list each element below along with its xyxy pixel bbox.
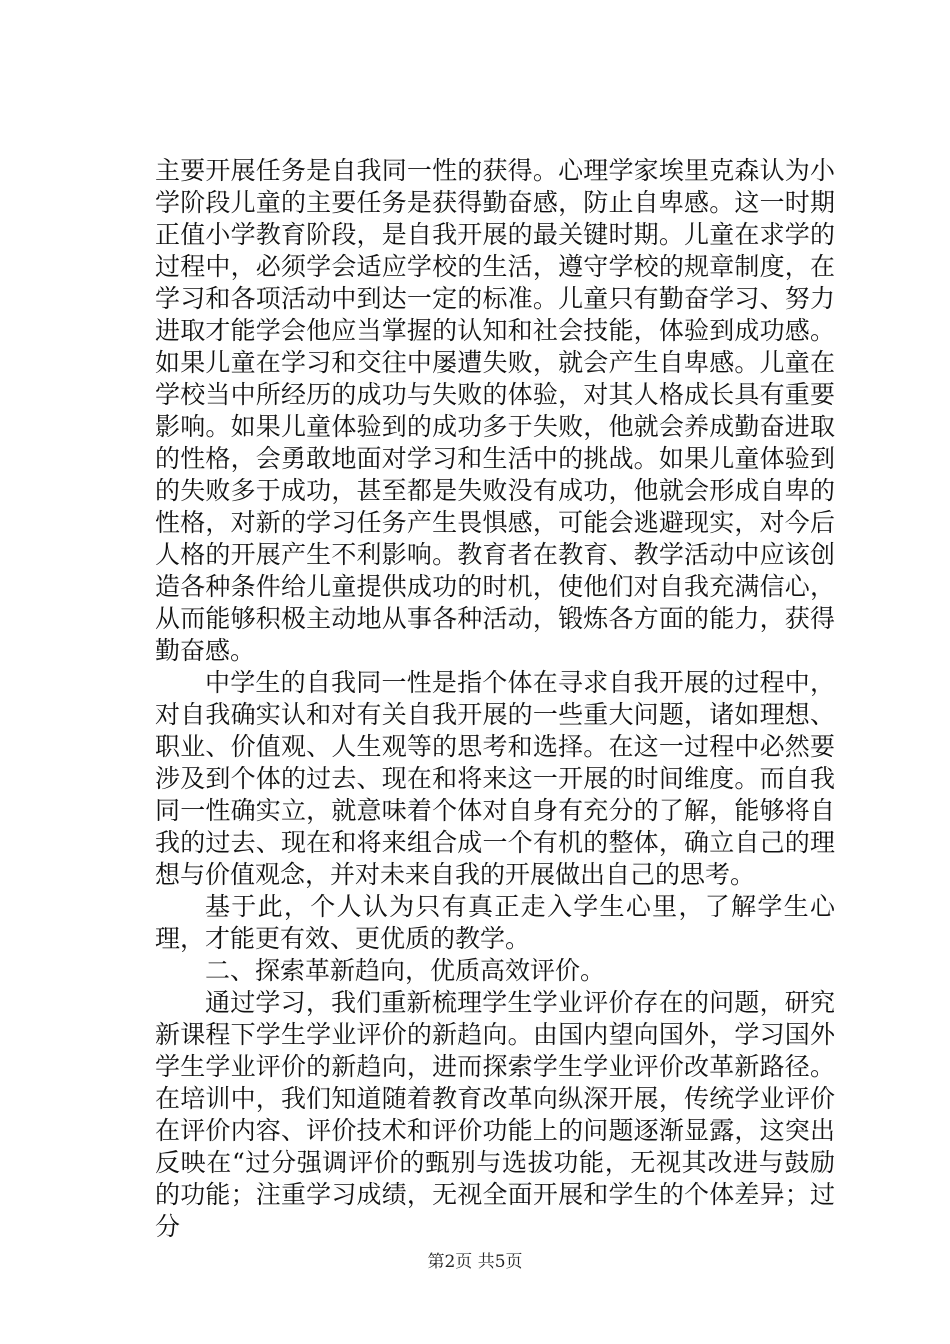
section-heading: 二、探索革新趋向，优质高效评价。 [205, 956, 606, 985]
paragraph-2: 中学生的自我同一性是指个体在寻求自我开展的过程中，对自我确实认和对有关自我开展的一些重大问题，诸如理想、职业、价值观、人生观等的思考和选择。在这一过程中必然要涉及到个体的过去、现在和将来这一开展的时间维度。而自我同一性确实立，就意味着个体对自身有充分的了解，能够将自我的过去、现在和将来组合成一个有机的整体，确立自己的理想与价值观念，并对未来自我的开展做出自己的思考。 [155, 668, 835, 889]
paragraph-1: 主要开展任务是自我同一性的获得。心理学家埃里克森认为小学阶段儿童的主要任务是获得勤奋感，防止自卑感。这一时期正值小学教育阶段，是自我开展的最关键时期。儿童在求学的过程中，必须学会适应学校的生活，遵守学校的规章制度，在学习和各项活动中到达一定的标准。儿童只有勤奋学习、努力进取才能学会他应当掌握的认知和社会技能，体验到成功感。如果儿童在学习和交往中屡遭失败，就会产生自卑感。儿童在学校当中所经历的成功与失败的体验，对其人格成长具有重要影响。如果儿童体验到的成功多于失败，他就会养成勤奋进取的性格，会勇敢地面对学习和生活中的挑战。如果儿童体验到的失败多于成功，甚至都是失败没有成功，他就会形成自卑的性格，对新的学习任务产生畏惧感，可能会逃避现实，对今后人格的开展产生不利影响。教育者在教育、教学活动中应该创造各种条件给儿童提供成功的时机，使他们对自我充满信心，从而能够积极主动地从事各种活动，锻炼各方面的能力，获得勤奋感。 [155, 156, 835, 665]
paragraph-5: 通过学习，我们重新梳理学生学业评价存在的问题，研究新课程下学生学业评价的新趋向。由国内望向国外，学习国外学生学业评价的新趋向，进而探索学生学业评价改革新路径。在培训中，我们知道随着教育改革向纵深开展，传统学业评价在评价内容、评价技术和评价功能上的问题逐渐显露，这突出反映在“过分强调评价的甄别与选拔功能，无视其改进与鼓励的功能；注重学习成绩，无视全面开展和学生的个体差异；过分 [155, 988, 835, 1241]
paragraph-3: 基于此，个人认为只有真正走入学生心里，了解学生心理，才能更有效、更优质的教学。 [155, 892, 835, 953]
document-body [155, 155, 835, 1243]
page-number-footer: 第2页 共5页 [427, 1252, 523, 1272]
